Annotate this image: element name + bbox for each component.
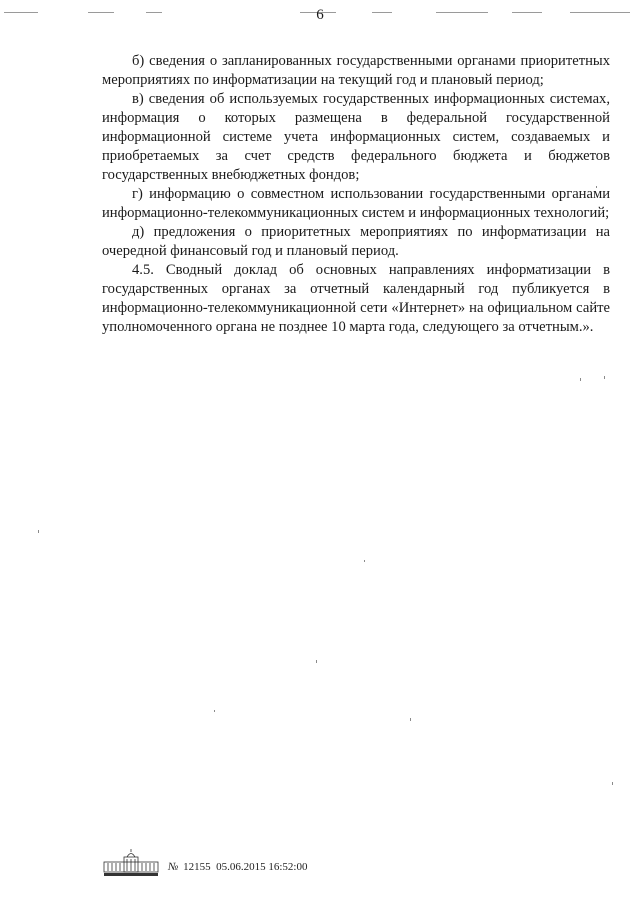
document-number: 12155 bbox=[183, 861, 211, 873]
scan-speck bbox=[214, 710, 215, 712]
scan-speck bbox=[604, 376, 605, 379]
scan-speck bbox=[364, 560, 365, 562]
document-body bbox=[102, 52, 610, 337]
paragraph-d: д) предложения о приоритетных мероприятиях по информатизации на очередной финансовый год и плановый период. bbox=[102, 224, 610, 259]
document-stamp bbox=[168, 860, 308, 874]
document-footer bbox=[102, 848, 362, 878]
scan-speck bbox=[38, 530, 39, 533]
document-timestamp: 05.06.2015 16:52:00 bbox=[216, 861, 308, 873]
paragraph-4-5: 4.5. Сводный доклад об основных направлениях информатизации в государственных органах за отчетный календарный год публикуется в информационно-телекоммуникационной сети «Интернет» на официальном сайте уполномоченного органа не позднее 10 марта года, следующего за отчетным.». bbox=[102, 262, 610, 335]
scan-speck bbox=[316, 660, 317, 663]
number-sign-icon: № bbox=[168, 861, 179, 873]
scan-speck bbox=[410, 718, 411, 721]
paragraph-b: б) сведения о запланированных государственными органами приоритетных мероприятиях по информатизации на текущий год и плановый период; bbox=[102, 53, 610, 88]
page-number: 6 bbox=[316, 7, 324, 23]
paragraph-g: г) информацию о совместном использовании государственными органами информационно-телекоммуникационных систем и информационных технологий; bbox=[102, 186, 610, 221]
scan-speck bbox=[580, 378, 581, 381]
paragraph-v: в) сведения об используемых государственных информационных системах, информация о которых размещена в федеральной государственной информационной системе учета информационных систем, создаваемых и приобретаемых за счет средств федерального бюджета и бюджетов государственных внебюджетных фондов; bbox=[102, 91, 610, 183]
scan-speck bbox=[612, 782, 613, 785]
government-building-logo bbox=[102, 848, 160, 878]
